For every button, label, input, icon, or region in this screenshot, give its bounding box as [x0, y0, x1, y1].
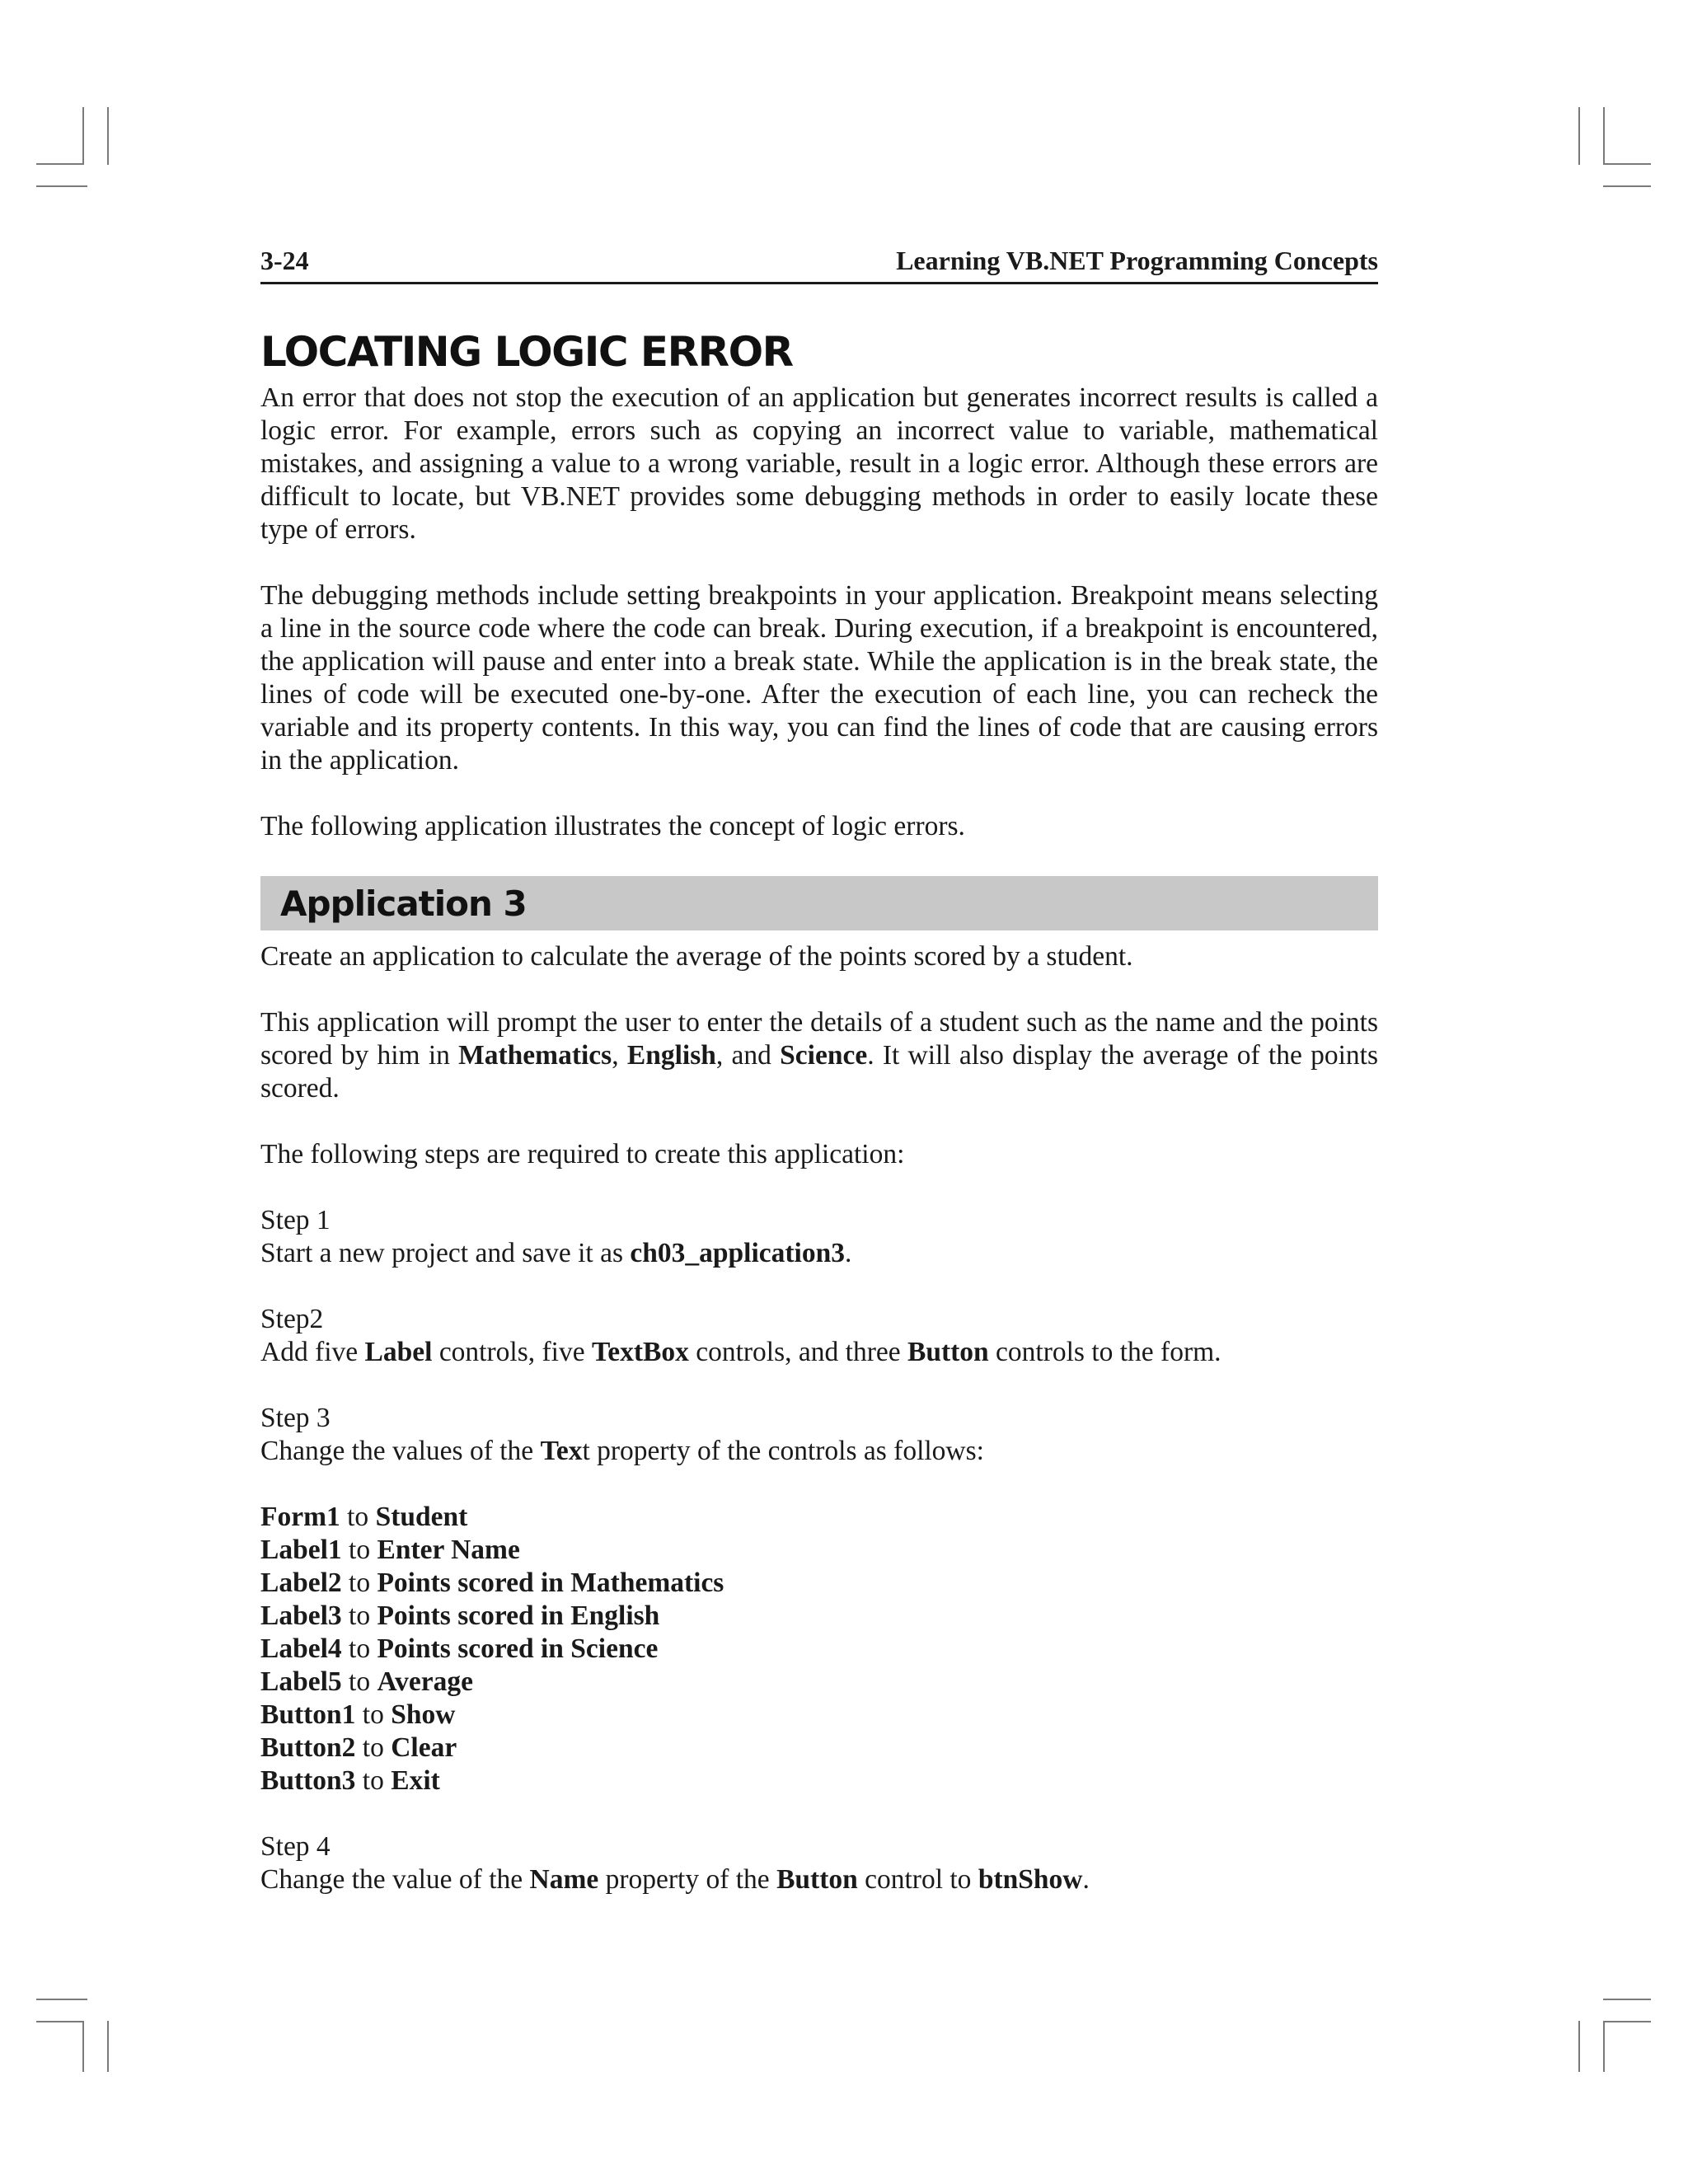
- crop-mark: [107, 2021, 109, 2072]
- crop-mark: [1578, 107, 1580, 165]
- step-4-label: Step 4: [260, 1831, 331, 1862]
- mapping-line: Label4 to Points scored in Science: [260, 1633, 659, 1664]
- mapping-line: Button3 to Exit: [260, 1765, 440, 1796]
- crop-mark: [1603, 107, 1605, 165]
- crop-mark: [1603, 185, 1651, 187]
- mapping-line: Label5 to Average: [260, 1666, 474, 1697]
- application-description: This application will prompt the user to enter the details of a student such as the name and the points scored by him in Mathematics, English, and Science. It will also display the average of the points scored.: [260, 1007, 1379, 1104]
- step-1-text: Start a new project and save it as ch03_application3.: [260, 1238, 852, 1268]
- application-intro: Create an application to calculate the average of the points scored by a student.: [260, 941, 1133, 972]
- mapping-line: Button2 to Clear: [260, 1732, 457, 1763]
- crop-mark: [107, 107, 109, 165]
- crop-mark: [1578, 2021, 1580, 2072]
- section-title: LOCATING LOGIC ERROR: [260, 328, 793, 376]
- crop-mark: [1603, 1999, 1651, 2000]
- mapping-line: Label2 to Points scored in Mathematics: [260, 1568, 724, 1598]
- step-3-label: Step 3: [260, 1403, 331, 1433]
- text-property-mappings: [260, 1501, 1378, 1797]
- step-1-label: Step 1: [260, 1205, 331, 1235]
- crop-mark: [36, 1999, 87, 2000]
- application-heading-bar: [260, 876, 1378, 930]
- crop-mark: [1603, 163, 1651, 165]
- crop-mark: [36, 2021, 84, 2022]
- step-3-text: Change the values of the Text property of the controls as follows:: [260, 1436, 984, 1466]
- steps-intro: The following steps are required to create this application:: [260, 1139, 905, 1169]
- step-2-text: Add five Label controls, five TextBox controls, and three Button controls to the form.: [260, 1337, 1221, 1367]
- mapping-line: Button1 to Show: [260, 1699, 456, 1730]
- step-2-label: Step2: [260, 1304, 324, 1334]
- application-title: Application 3: [280, 883, 527, 924]
- running-title: Learning VB.NET Programming Concepts: [896, 246, 1378, 275]
- page-body: [260, 244, 1378, 1896]
- paragraph-logic-error-intro: An error that does not stop the execution of an application but generates incorrect results is called a logic error. For example, errors such as copying an incorrect value to variable, mathematical mistakes, and assigning a value to a wrong variable, result in a logic error. Although these errors are difficult to locate, but VB.NET provides some debugging methods in order to easily locate these type of errors.: [260, 382, 1378, 545]
- crop-mark: [36, 163, 84, 165]
- crop-mark: [1603, 2021, 1651, 2022]
- crop-mark: [36, 185, 87, 187]
- crop-mark: [1603, 2021, 1605, 2072]
- paragraph-debugging-methods: The debugging methods include setting breakpoints in your application. Breakpoint means selecting a line in the source code where the code can break. During execution, if a breakpoint is encountered, the application will pause and enter into a break state. While the application is in the break state, the lines of code will be executed one-by-one. After the execution of each line, you can recheck the variable and its property contents. In this way, you can find the lines of code that are causing errors in the application.: [260, 580, 1378, 776]
- mapping-line: Label1 to Enter Name: [260, 1535, 520, 1565]
- mapping-line: Form1 to Student: [260, 1502, 468, 1532]
- step-4-text: Change the value of the Name property of the Button control to btnShow.: [260, 1864, 1090, 1895]
- crop-mark: [82, 107, 84, 165]
- mapping-line: Label3 to Points scored in English: [260, 1601, 660, 1631]
- crop-mark: [82, 2021, 84, 2072]
- page-number: 3-24: [260, 246, 309, 275]
- paragraph-application-lead: The following application illustrates the concept of logic errors.: [260, 811, 965, 841]
- running-header: [260, 244, 1378, 284]
